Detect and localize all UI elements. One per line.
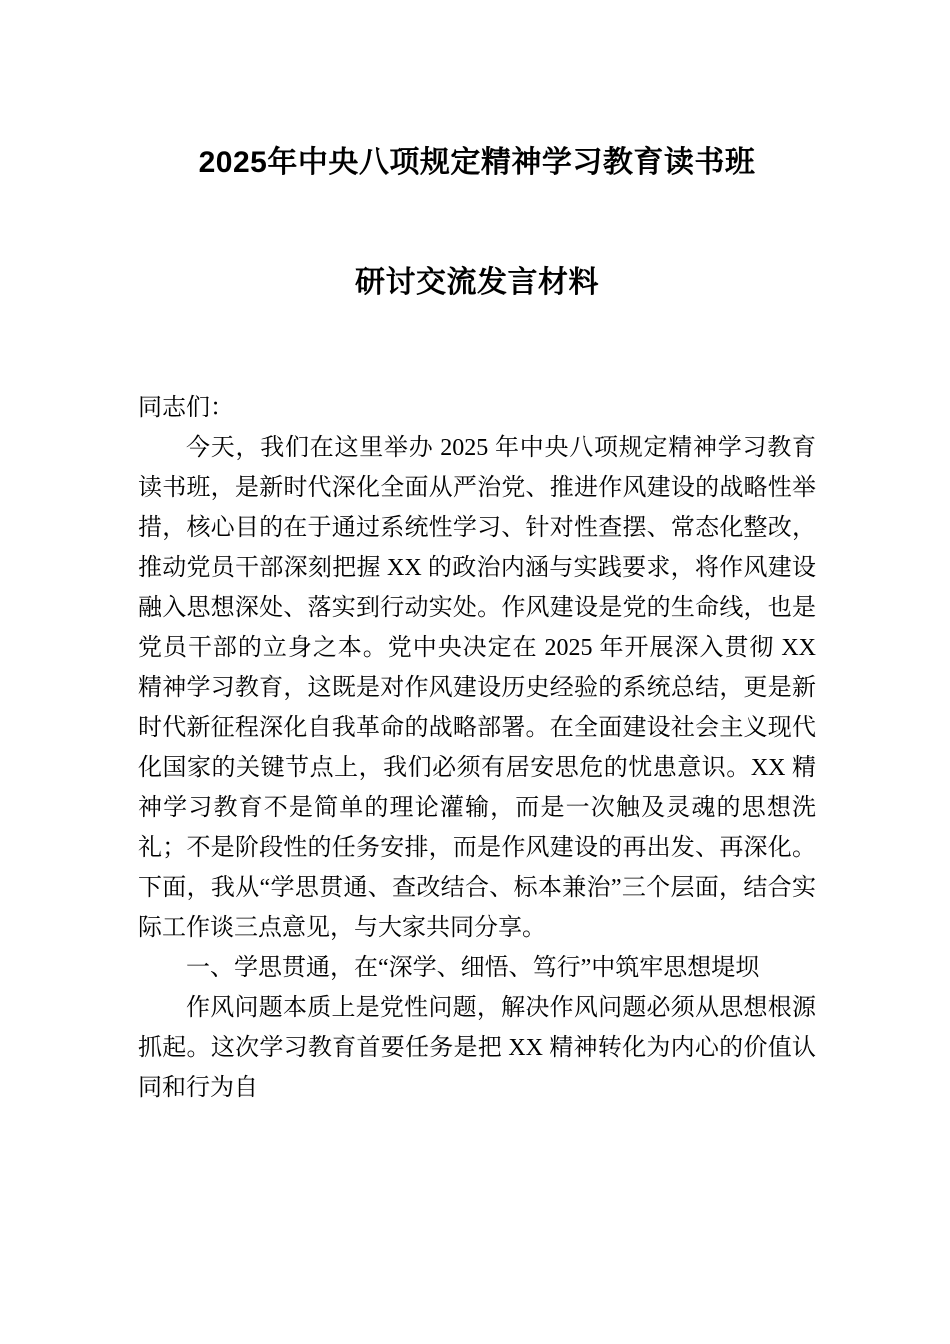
- paragraph-section-one-body: 作风问题本质上是党性问题，解决作风问题必须从思想根源抓起。这次学习教育首要任务是把 XX 精神转化为内心的价值认同和行为自: [138, 995, 816, 1101]
- document-title-line-1: 2025年中央八项规定精神学习教育读书班: [198, 146, 756, 179]
- salutation: 同志们：: [138, 395, 234, 421]
- document-body: [138, 388, 816, 1108]
- paragraph-opening: 今天，我们在这里举办 2025 年中央八项规定精神学习教育读书班，是新时代深化全面从严治党、推进作风建设的战略性举措，核心目的在于通过系统性学习、针对性查摆、常态化整改，推动党员干部深刻把握 XX 的政治内涵与实践要求，将作风建设融入思想深处、落实到行动实处。作风建设是党的生命线，也是党员干部的立身之本。党中央决定在 2025 年开展深入贯彻 XX 精神学习教育，这既是对作风建设历史经验的系统总结，更是新时代新征程深化自我革命的战略部署。在全面建设社会主义现代化国家的关键节点上，我们必须有居安思危的忧患意识。XX 精神学习教育不是简单的理论灌输，而是一次触及灵魂的思想洗礼；不是阶段性的任务安排，而是作风建设的再出发、再深化。下面，我从“学思贯通、查改结合、标本兼治”三个层面，结合实际工作谈三点意见，与大家共同分享。: [138, 435, 816, 941]
- document-title-line-2: 研讨交流发言材料: [355, 266, 599, 299]
- section-heading-one: 一、学思贯通，在“深学、细悟、笃行”中筑牢思想堤坝: [186, 955, 760, 981]
